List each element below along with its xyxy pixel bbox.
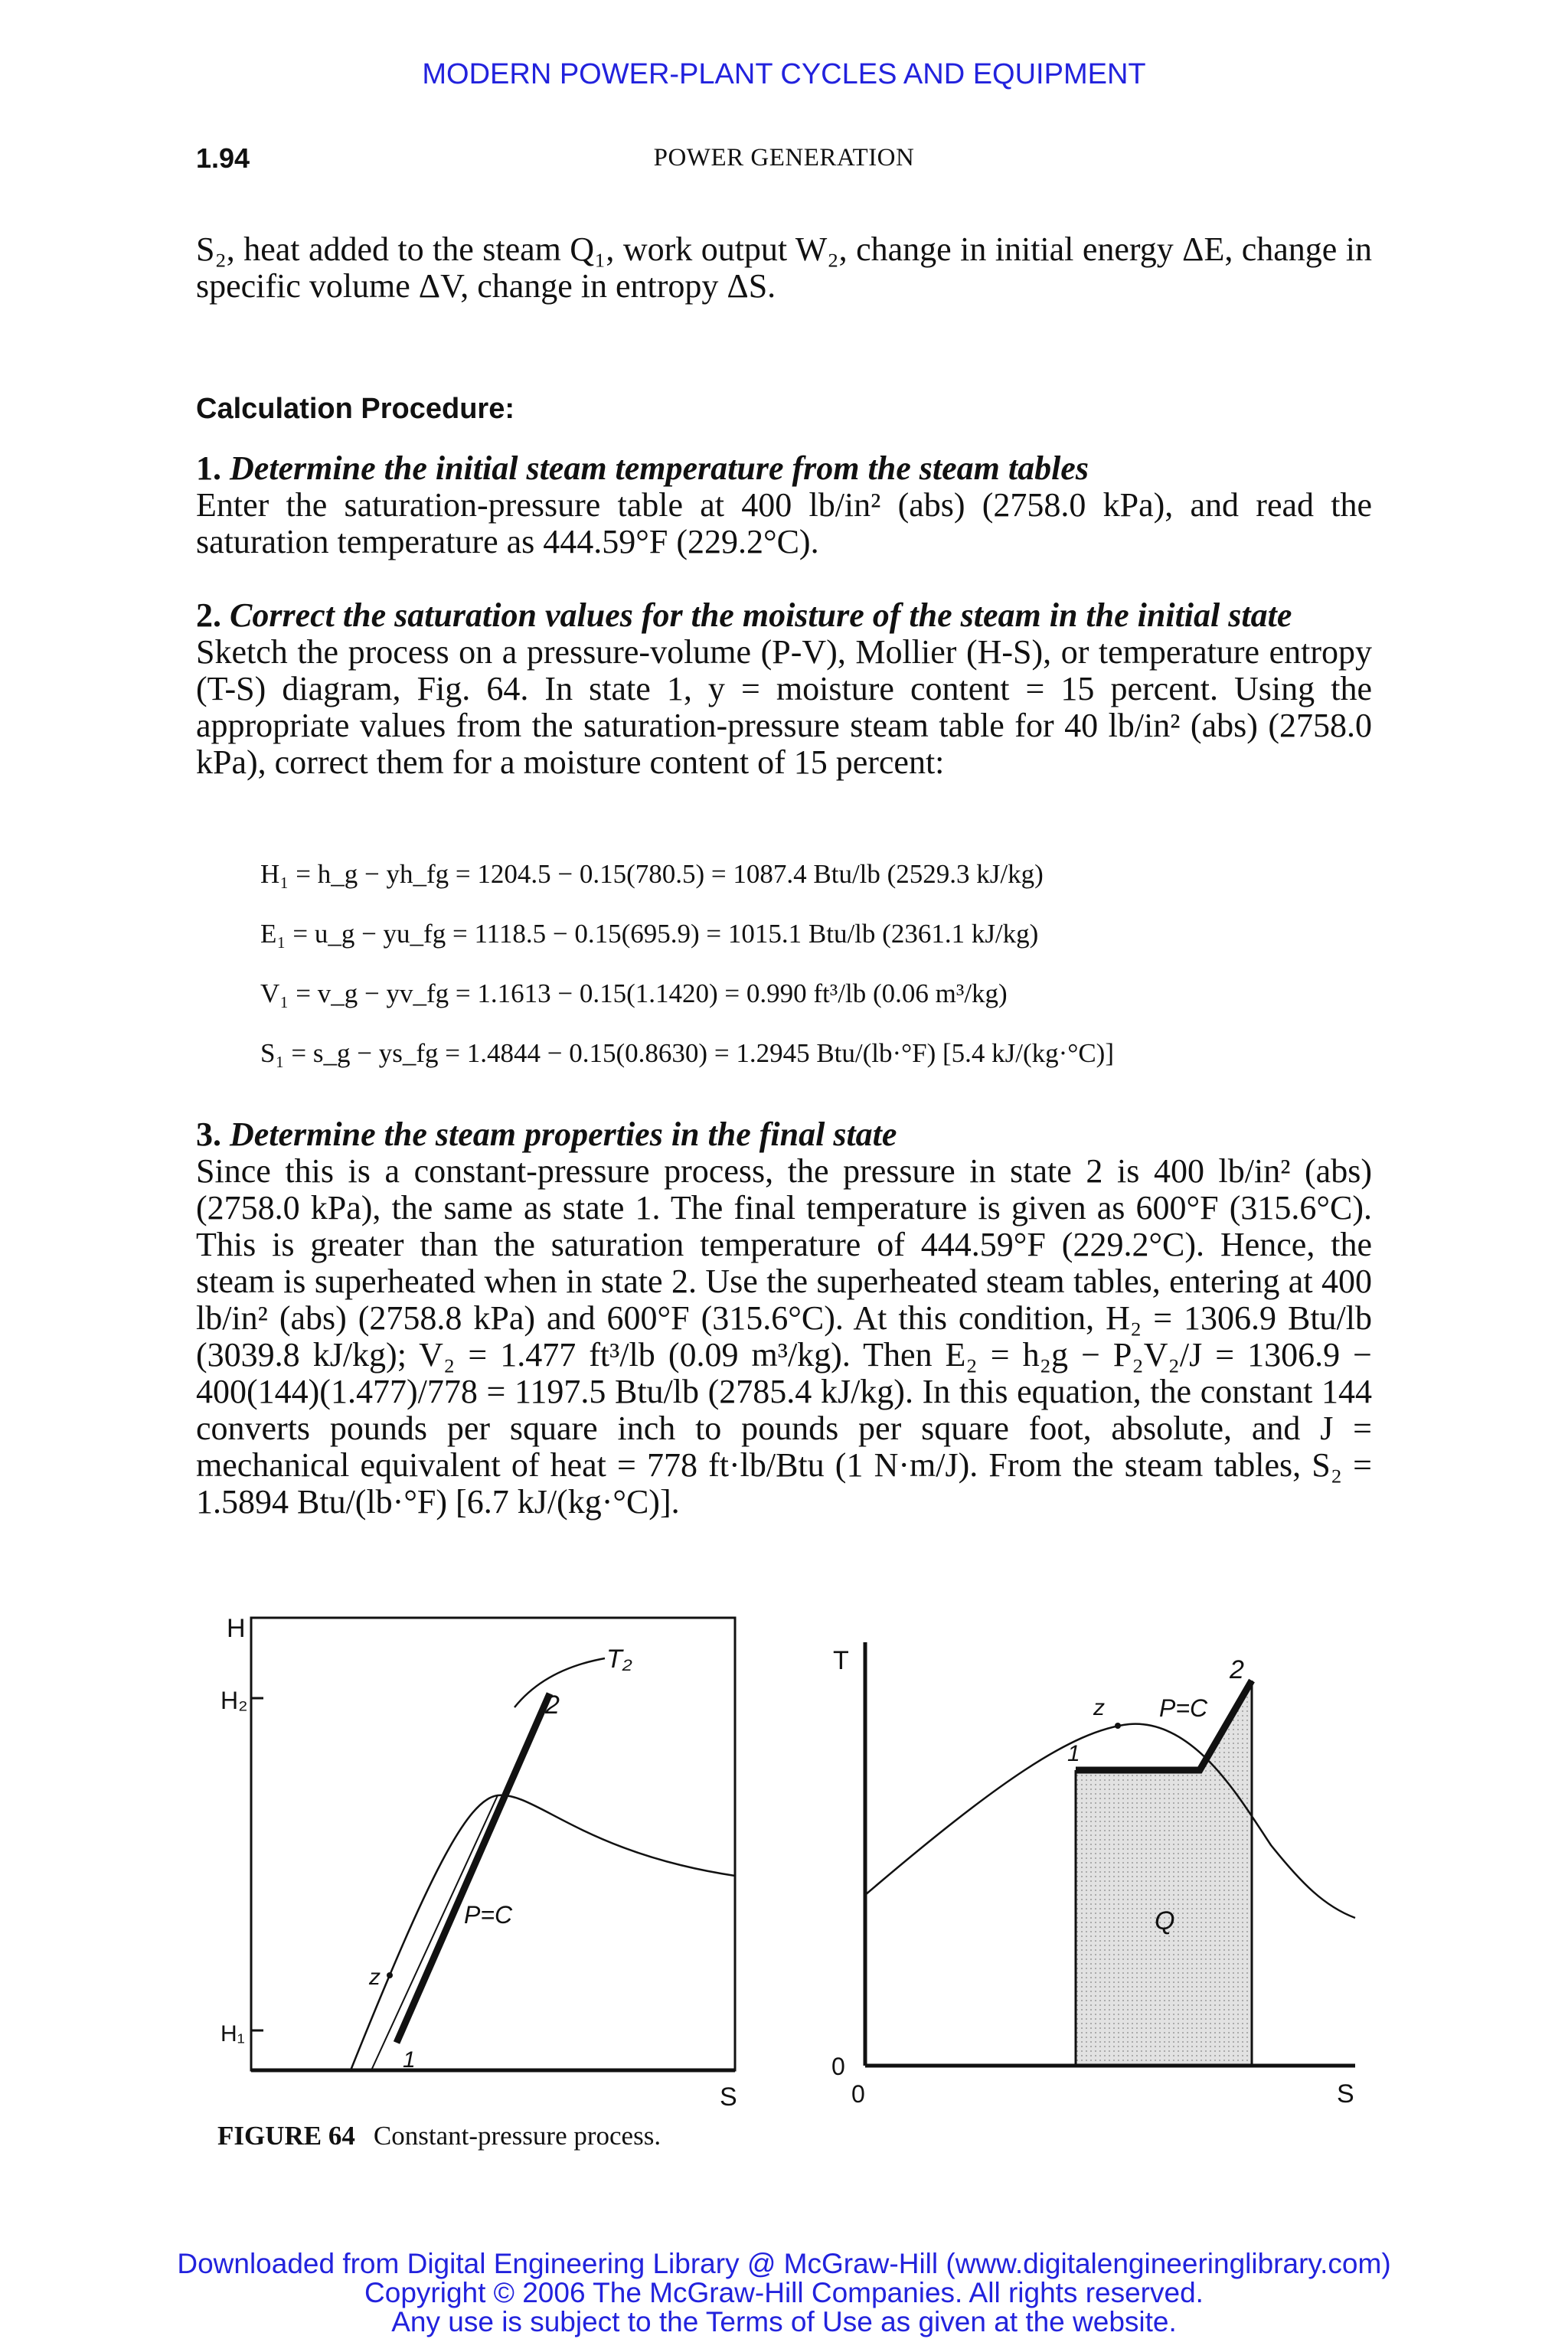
- ts-label-q: Q: [1155, 1906, 1175, 1936]
- equation-v1: V₁ = v_g − yv_fg = 1.1613 − 0.15(1.1420) = 0.990 ft³/lb (0.06 m³/kg): [260, 978, 1008, 1008]
- hs-tick-label-h1: H₁: [220, 2021, 245, 2047]
- hs-chart-frame: [251, 1618, 735, 2070]
- step-2-title: Correct the saturation values for the moisture of the steam in the initial state: [230, 596, 1292, 634]
- book-title-banner: MODERN POWER-PLANT CYCLES AND EQUIPMENT: [422, 58, 1146, 90]
- hs-label-pc: P=C: [464, 1901, 513, 1929]
- hs-y-axis-label: H: [227, 1614, 246, 1643]
- ts-point-z: [1115, 1723, 1121, 1729]
- step-2-number: 2.: [196, 596, 221, 634]
- section-title: POWER GENERATION: [653, 144, 915, 172]
- ts-label-state1: 1: [1067, 1741, 1080, 1766]
- equation-h1: H₁ = h_g − yh_fg = 1204.5 − 0.15(780.5) = 1087.4 Btu/lb (2529.3 kJ/kg): [260, 859, 1044, 889]
- equation-s1: S₁ = s_g − ys_fg = 1.4844 − 0.15(0.8630) = 1.2945 Btu/(lb·°F) [5.4 kJ/(kg·°C)]: [260, 1038, 1114, 1068]
- ts-label-z: z: [1093, 1695, 1105, 1720]
- figure-caption: [217, 2121, 661, 2151]
- step-3-title: Determine the steam properties in the final state: [230, 1116, 897, 1153]
- step-3-number: 3.: [196, 1116, 221, 1153]
- hs-process-line: [397, 1694, 550, 2043]
- hs-label-state2: 2: [545, 1690, 560, 1720]
- hs-saturation-dome: [351, 1795, 735, 2070]
- equation-e1: E₁ = u_g − yu_fg = 1118.5 − 0.15(695.9) = 1015.1 Btu/lb (2361.1 kJ/kg): [260, 919, 1039, 949]
- hs-label-state1: 1: [403, 2047, 416, 2073]
- page-number: 1.94: [196, 142, 250, 174]
- step-2-text: Sketch the process on a pressure-volume (P-V), Mollier (H-S), or temperature entropy (T-S) diagram, Fig. 64. In state 1, y = moisture content = 15 percent. Using the appropriate values from the saturation-pressure steam table for 40 lb/in² (abs) (2758.0 kPa), correct them for a moisture content of 15 percent:: [196, 633, 1372, 781]
- figure-caption-text: Constant-pressure process.: [373, 2121, 662, 2151]
- hs-label-t2: T₂: [606, 1645, 632, 1674]
- hs-x-axis-label: S: [720, 2082, 737, 2112]
- figure-caption-label: FIGURE 64: [217, 2121, 355, 2151]
- ts-label-pc: P=C: [1159, 1694, 1208, 1722]
- intro-text: S₂, heat added to the steam Q₁, work output W₂, change in initial energy ΔE, change in specific volume ΔV, change in entropy ΔS.: [196, 230, 1372, 305]
- footer-download-link[interactable]: Downloaded from Digital Engineering Library @ McGraw-Hill (www.digitalengineeringlibrary.com): [177, 2248, 1391, 2279]
- ts-origin-y-label: 0: [831, 2053, 845, 2080]
- step-1-title: Determine the initial steam temperature from the steam tables: [230, 449, 1089, 487]
- hs-point-z: [387, 1972, 393, 1978]
- hs-sat-liquid-left-line: [371, 1795, 498, 2070]
- step-1-text: Enter the saturation-pressure table at 400 lb/in² (abs) (2758.0 kPa), and read the saturation temperature as 444.59°F (229.2°C).: [196, 486, 1372, 560]
- hs-chart: [220, 1614, 737, 2112]
- hs-label-z: z: [369, 1965, 381, 1990]
- ts-origin-x-label: 0: [851, 2080, 865, 2108]
- ts-y-axis-label: T: [833, 1646, 849, 1675]
- ts-label-state2: 2: [1230, 1655, 1244, 1684]
- step-3-text: Since this is a constant-pressure process, the pressure in state 2 is 400 lb/in² (abs) (2758.0 kPa), the same as state 1. The final temperature is given as 600°F (315.6°C). This is greater than the saturation temperature of 444.59°F (229.2°C). Hence, the steam is superheated when in state 2. Use the superheated steam tables, entering at 400 lb/in² (abs) (2758.8 kPa) and 600°F (315.6°C). At this condition, H₂ = 1306.9 Btu/lb (3039.8 kJ/kg); V₂ = 1.477 ft³/lb (0.09 m³/kg). Then E₂ = h₂g − P₂V₂/J = 1306.9 − 400(144)(1.477)/778 = 1197.5 Btu/lb (2785.4 kJ/kg). In this equation, the constant 144 converts pounds per square inch to pounds per square foot, absolute, and J = mechanical equivalent of heat = 778 ft·lb/Btu (1 N·m/J). From the steam tables, S₂ = 1.5894 Btu/(lb·°F) [6.7 kJ/(kg·°C)].: [196, 1152, 1372, 1521]
- footer-copyright: Copyright © 2006 The McGraw-Hill Companies. All rights reserved.: [364, 2277, 1204, 2308]
- calculation-heading: Calculation Procedure:: [196, 393, 514, 425]
- ts-chart: [831, 1642, 1355, 2109]
- step-1-number: 1.: [196, 449, 221, 487]
- hs-isotherm-t2: [514, 1658, 605, 1707]
- ts-x-axis-label: S: [1337, 2079, 1354, 2109]
- footer-terms: Any use is subject to the Terms of Use as given at the website.: [391, 2306, 1177, 2337]
- hs-tick-label-h2: H₂: [220, 1687, 248, 1714]
- footer: [0, 2249, 1568, 2337]
